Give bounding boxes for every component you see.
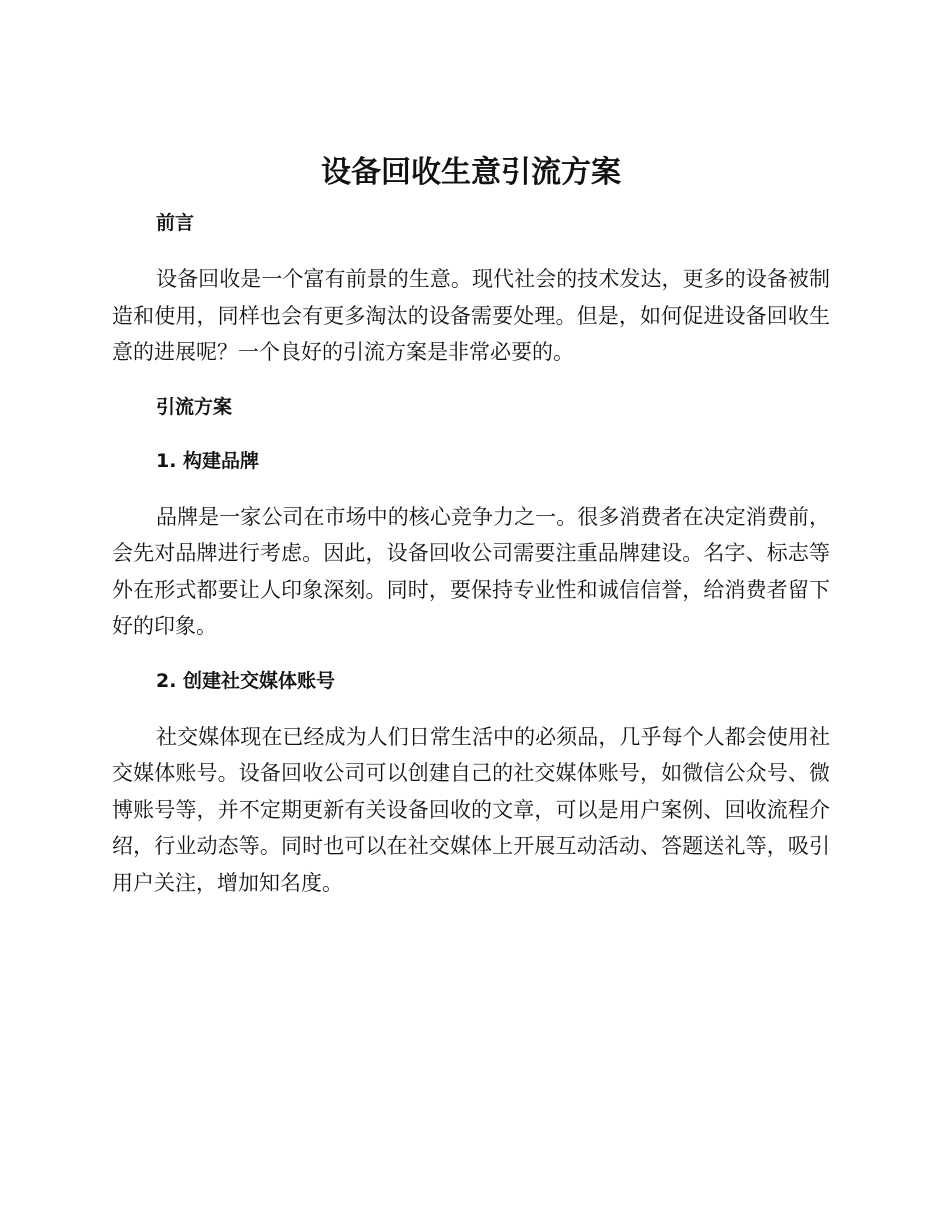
section-heading-social-media: 2. 创建社交媒体账号 bbox=[156, 669, 336, 692]
section-paragraph-brand: 品牌是一家公司在市场中的核心竞争力之一。很多消费者在决定消费前，会先对品牌进行考虑。因此，设备回收公司需要注重品牌建设。名字、标志等外在形式都要让人印象深刻。同时，要保持专业性和诚信信誉，给消费者留下好的印象。 bbox=[112, 504, 830, 638]
preface-heading: 前言 bbox=[156, 212, 195, 234]
preface-paragraph: 设备回收是一个富有前景的生意。现代社会的技术发达，更多的设备被制造和使用，同样也会有更多淘汰的设备需要处理。但是，如何促进设备回收生意的进展呢？一个良好的引流方案是非常必要的。 bbox=[112, 267, 830, 364]
document-body bbox=[112, 150, 830, 901]
section-paragraph-social-media: 社交媒体现在已经成为人们日常生活中的必须品，几乎每个人都会使用社交媒体账号。设备回收公司可以创建自己的社交媒体账号，如微信公众号、微博账号等，并不定期更新有关设备回收的文章，可以是用户案例、回收流程介绍，行业动态等。同时也可以在社交媒体上开展互动活动、答题送礼等，吸引用户关注，增加知名度。 bbox=[112, 724, 830, 895]
section-heading-brand: 1. 构建品牌 bbox=[156, 449, 260, 472]
plan-heading: 引流方案 bbox=[156, 395, 233, 418]
document-title: 设备回收生意引流方案 bbox=[321, 155, 621, 190]
